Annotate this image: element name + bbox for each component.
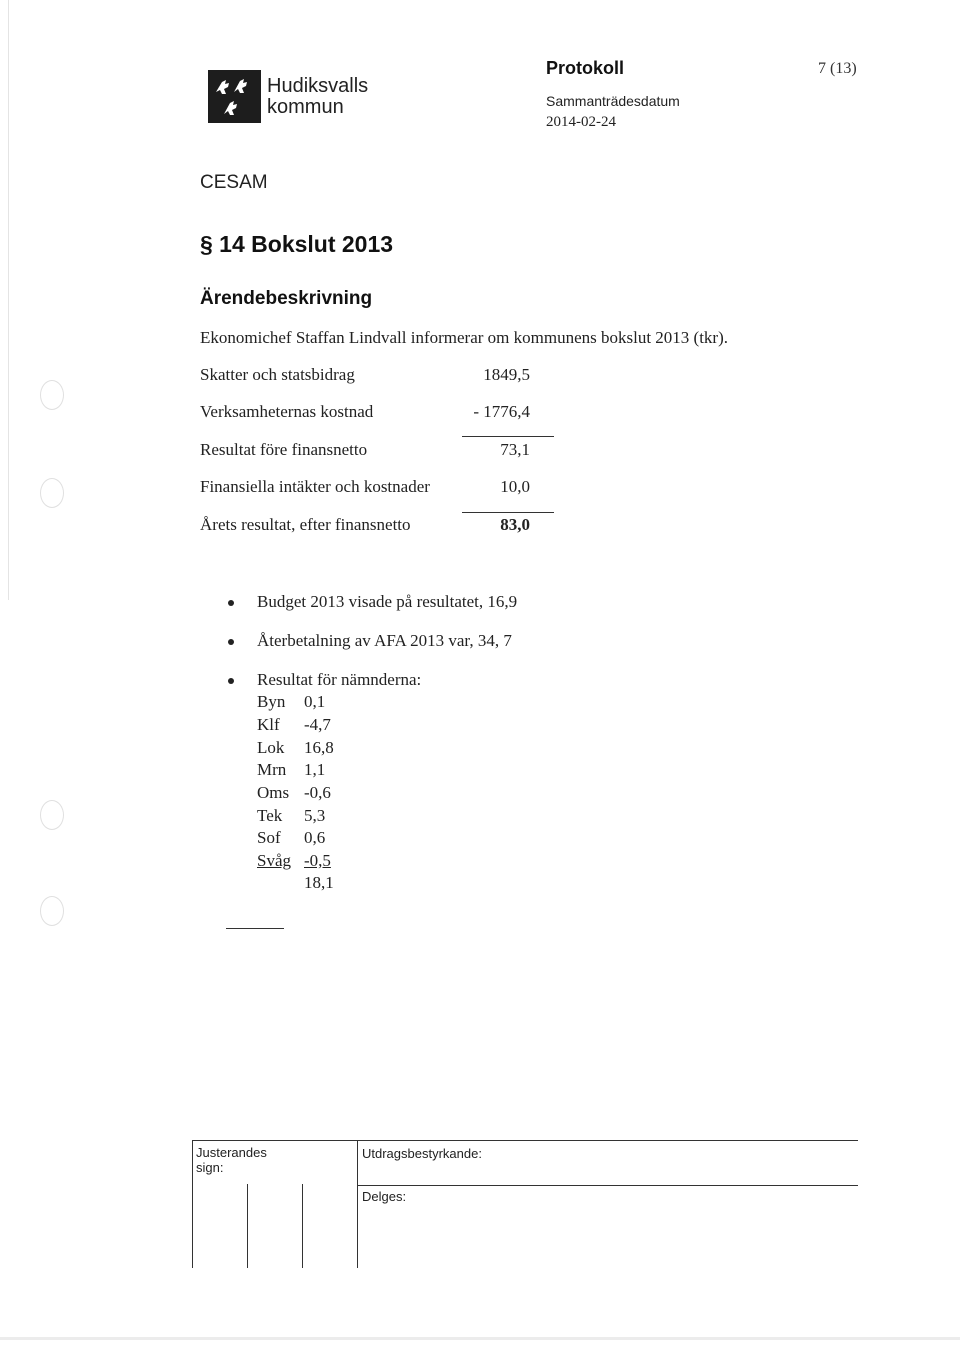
total-rule [462, 512, 554, 513]
footer-top-rule [192, 1140, 858, 1141]
signature-box-rule [302, 1184, 303, 1268]
page-number: 7 (13) [818, 60, 857, 77]
financial-label: Verksamheternas kostnad [200, 402, 374, 421]
punch-hole [40, 478, 64, 508]
committee-name: Oms [257, 783, 290, 802]
financial-label: Resultat före finansnetto [200, 440, 368, 459]
extract-certification-label: Utdragsbestyrkande: [362, 1146, 482, 1161]
signature-label-line1: Justerandes [196, 1145, 267, 1160]
committee-value: -0,5 [304, 851, 331, 870]
committee-value: 5,3 [304, 806, 326, 825]
signature-label-line2: sign: [196, 1160, 224, 1175]
committee-name: Lok [257, 738, 285, 757]
financial-value: - 1776,4 [473, 402, 530, 421]
footer-left-rule [192, 1140, 193, 1268]
case-description-heading: Ärendebeskrivning [200, 288, 373, 309]
department-name: CESAM [200, 172, 268, 193]
meeting-date-label: Sammanträdesdatum [546, 93, 680, 109]
committee-value: 16,8 [304, 738, 334, 757]
financial-value: 83,0 [500, 515, 530, 534]
divider [226, 928, 284, 929]
municipality-logo [208, 70, 368, 123]
scan-edge [8, 0, 9, 600]
bullet-icon [228, 600, 234, 606]
committee-name: Klf [257, 715, 280, 734]
committee-name: Sof [257, 828, 281, 847]
committee-name: Svåg [257, 851, 291, 870]
intro-paragraph: Ekonomichef Staffan Lindvall informerar om kommunens bokslut 2013 (tkr). [200, 328, 728, 347]
financial-label: Årets resultat, efter finansnetto [200, 515, 411, 534]
goat-emblem-icon [208, 70, 261, 123]
committee-value: 1,1 [304, 760, 326, 779]
bullet-icon [228, 678, 234, 684]
signature-box-rule [247, 1184, 248, 1268]
financial-label: Skatter och statsbidrag [200, 365, 355, 384]
punch-hole [40, 896, 64, 926]
committee-value: -0,6 [304, 783, 331, 802]
committee-name: Mrn [257, 760, 287, 779]
municipality-name-line2: kommun [267, 95, 344, 118]
meeting-date: 2014-02-24 [546, 114, 616, 130]
punch-hole [40, 380, 64, 410]
financial-label: Finansiella intäkter och kostnader [200, 477, 430, 496]
municipality-name-line1: Hudiksvalls [267, 74, 369, 97]
document-type: Protokoll [546, 58, 625, 78]
bullet-text: Budget 2013 visade på resultatet, 16,9 [257, 592, 518, 611]
bullet-text: Återbetalning av AFA 2013 var, 34, 7 [257, 631, 512, 650]
committee-name: Tek [257, 806, 283, 825]
scan-bottom-edge [0, 1337, 960, 1340]
footer-divider-rule [357, 1140, 358, 1268]
committee-total: 18,1 [304, 873, 334, 892]
section-title: § 14 Bokslut 2013 [200, 231, 394, 257]
committee-name: Byn [257, 692, 286, 711]
bullet-icon [228, 639, 234, 645]
punch-hole [40, 800, 64, 830]
committee-value: -4,7 [304, 715, 331, 734]
municipality-name [267, 76, 368, 118]
signature-label [196, 1145, 267, 1175]
committee-value: 0,6 [304, 828, 326, 847]
financial-value: 1849,5 [483, 365, 530, 384]
subtotal-rule [462, 436, 554, 437]
committee-value: 0,1 [304, 692, 326, 711]
financial-value: 10,0 [500, 477, 530, 496]
delivered-to-label: Delges: [362, 1189, 407, 1204]
footer-middle-rule [357, 1185, 858, 1186]
bullet-text: Resultat för nämnderna: [257, 670, 422, 689]
financial-value: 73,1 [500, 440, 530, 459]
